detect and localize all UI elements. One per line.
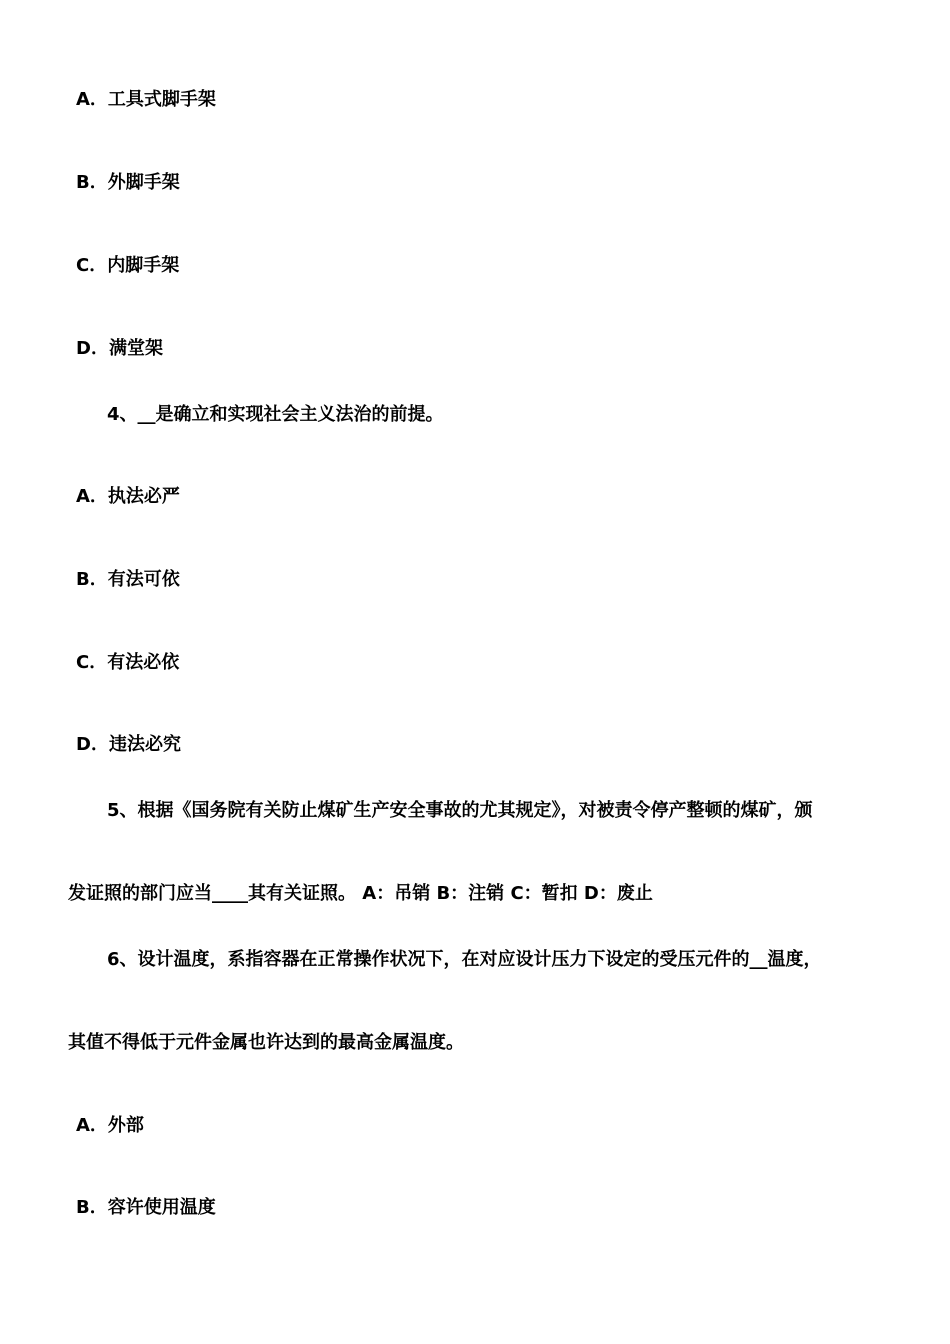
question-5-line-2: 发证照的部门应当____其有关证照。 A：吊销 B：注销 C：暂扣 D：废止 <box>68 883 653 904</box>
q4-option-d: D．违法必究 <box>76 734 181 755</box>
q6-option-a: A．外部 <box>76 1115 144 1136</box>
question-5-line-1: 5、根据《国务院有关防止煤矿生产安全事故的尤其规定》，对被责令停产整顿的煤矿，颁 <box>107 800 813 821</box>
q4-option-c: C．有法必依 <box>76 652 180 673</box>
option-b: B．外脚手架 <box>76 172 180 193</box>
question-6-line-1: 6、设计温度，系指容器在正常操作状况下，在对应设计压力下设定的受压元件的__温度， <box>107 949 822 970</box>
question-6-line-2: 其值不得低于元件金属也许达到的最高金属温度。 <box>68 1032 464 1053</box>
option-c: C．内脚手架 <box>76 255 180 276</box>
q6-option-b: B．容许使用温度 <box>76 1197 216 1218</box>
q4-option-a: A．执法必严 <box>76 486 180 507</box>
q4-option-b: B．有法可依 <box>76 569 180 590</box>
option-d: D．满堂架 <box>76 338 163 359</box>
question-4-text: 4、__是确立和实现社会主义法治的前提。 <box>107 404 444 425</box>
option-a: A．工具式脚手架 <box>76 89 216 110</box>
